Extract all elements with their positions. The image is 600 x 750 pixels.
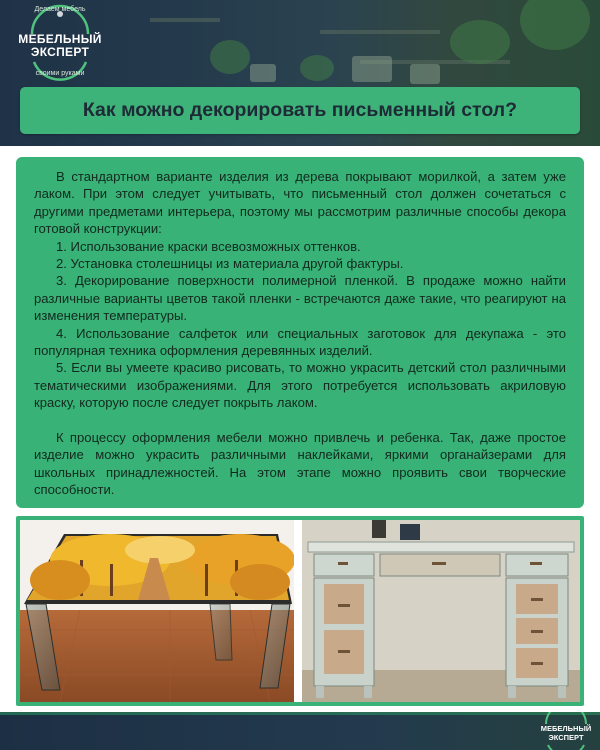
list-item-3: 3. Декорирование поверхности полимерной пленкой. В продаже можно найти различные варианты цветов такой пленки - встречаются даже такие, что реагируют на изменения температуры. — [34, 273, 566, 324]
photo-strip — [16, 516, 584, 706]
list-item-4: 4. Использование салфеток или специальных заготовок для декупажа - это популярная техника оформления деревянных изделий. — [34, 325, 566, 359]
text-panel — [16, 157, 584, 508]
list-item-2: 2. Установка столешницы из материала другой фактуры. — [56, 256, 404, 272]
logo-slogan-top: Делаем мебель — [34, 6, 86, 13]
title-banner — [20, 87, 580, 134]
paragraph-closing: К процессу оформления мебели можно привлечь и ребенка. Так, даже простое изделие можно украсить различными наклейками, яркими органайзерами для школьных принадлежностей. На этом этапе можно проявить свои творческие способности. — [34, 430, 566, 498]
logo-brand-line2: ЭКСПЕРТ — [30, 45, 90, 59]
decoupage-desk-photo — [302, 520, 580, 702]
footer-logo-line2[interactable]: ЭКСПЕРТ — [548, 733, 584, 742]
footer-logo-line1[interactable]: МЕБЕЛЬНЫЙ — [540, 724, 592, 733]
article-body — [34, 168, 566, 499]
paragraph-intro: В стандартном варианте изделия из дерева покрывают морилкой, а затем уже лаком. При этом следует учитывать, что письменный стол должен сочетаться с другими предметами интерьера, поэтому мы рассмотрим различные способы декора готовой конструкции: — [34, 169, 566, 237]
logo-brand-line1: МЕБЕЛЬНЫЙ — [18, 32, 102, 46]
list-item-5: 5. Если вы умеете красиво рисовать, то можно украсить детский стол различными тематическими изображениями. Для этого потребуется использовать акриловую краску, которую после следует покрыть лаком. — [34, 360, 566, 411]
page-title: Как можно декорировать письменный стол? — [82, 99, 518, 121]
logo-slogan-bottom: своими руками — [35, 70, 85, 77]
brand-logo[interactable] — [14, 4, 106, 84]
desk-autumn-photo — [20, 520, 294, 702]
footer-bar — [0, 712, 600, 750]
list-item-1: 1. Использование краски всевозможных оттенков. — [56, 238, 361, 254]
